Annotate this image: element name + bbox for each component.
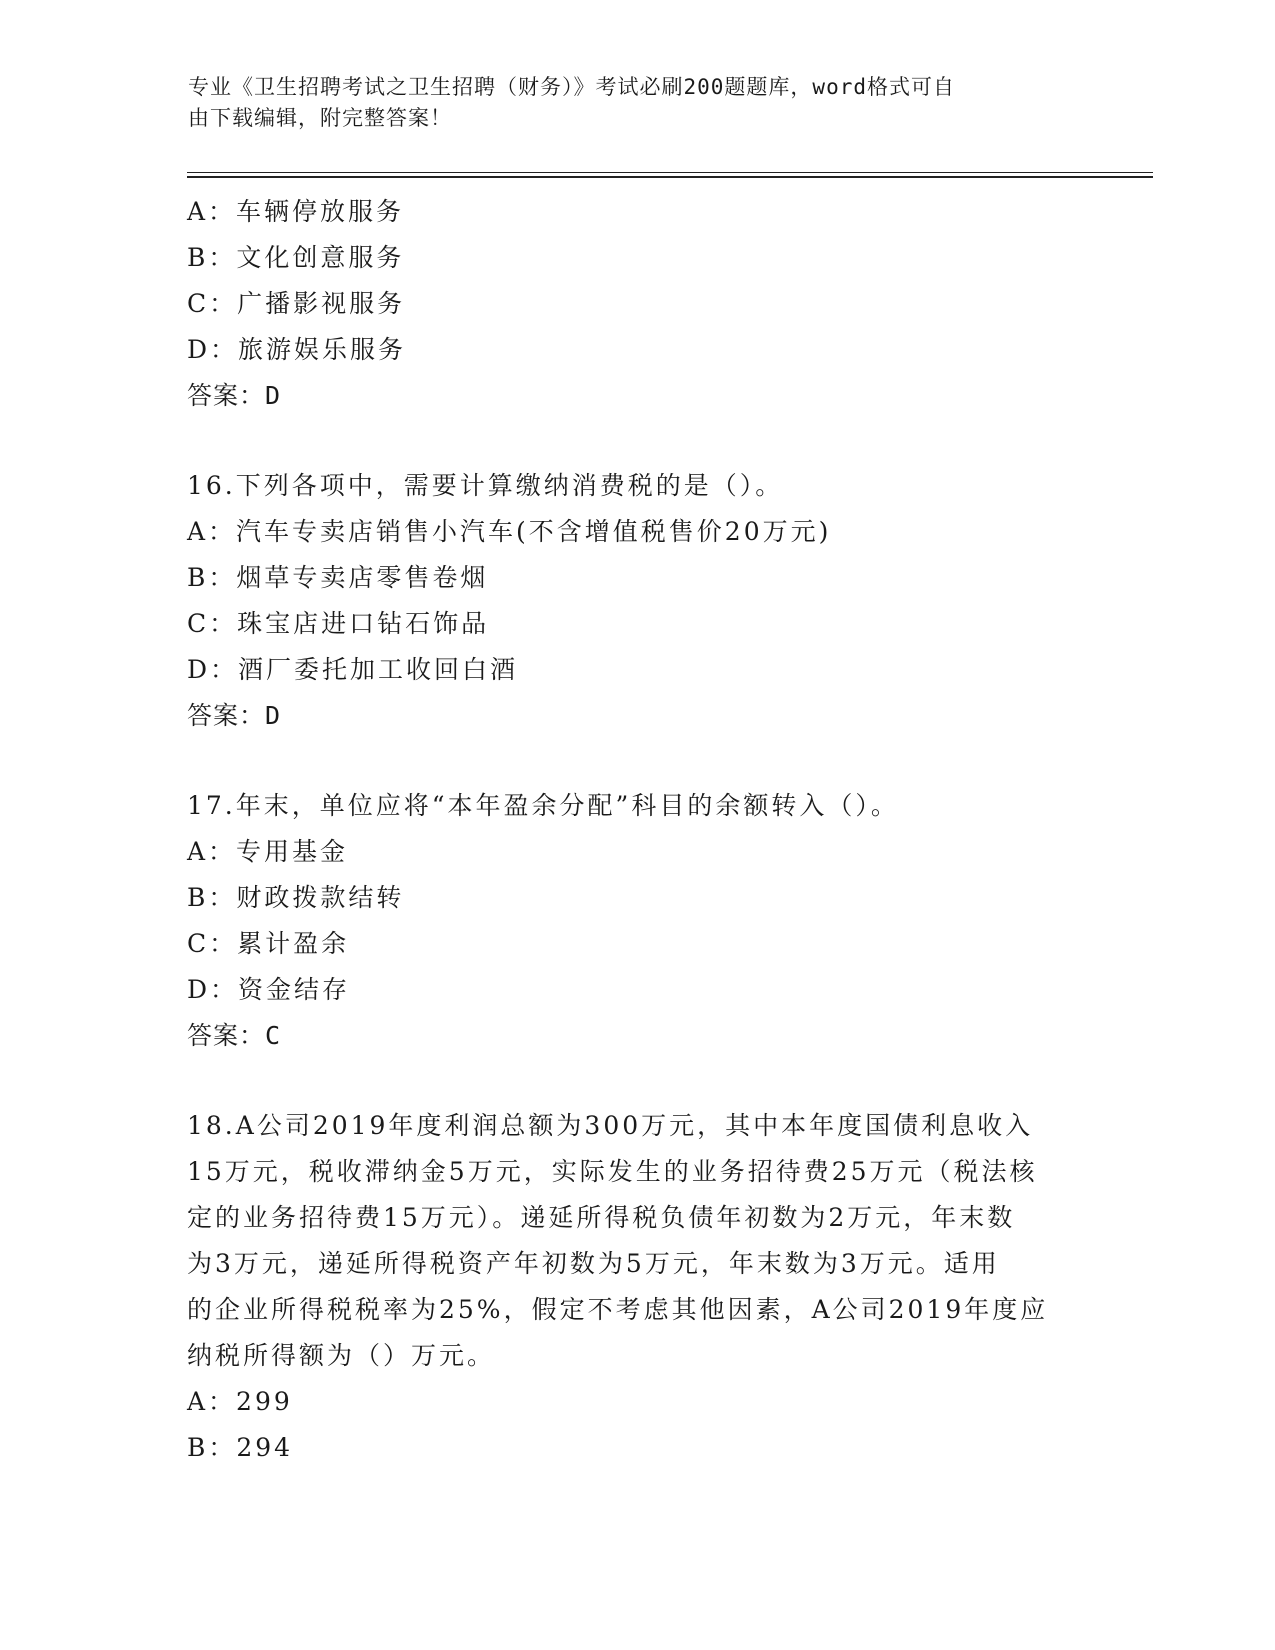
option-b: B：294 xyxy=(187,1433,294,1462)
header-divider-thin xyxy=(187,172,1153,173)
option-a: A：汽车专卖店销售小汽车(不含增值税售价20万元) xyxy=(187,517,832,546)
option-d: D：旅游娱乐服务 xyxy=(187,335,407,364)
question-stem: 16.下列各项中，需要计算缴纳消费税的是（）。 xyxy=(187,471,784,500)
question-17 xyxy=(187,783,1087,1059)
option-b: B：财政拨款结转 xyxy=(187,883,405,912)
option-c: C：累计盈余 xyxy=(187,929,350,958)
answer-value: C xyxy=(265,1021,282,1050)
option-c: C：广播影视服务 xyxy=(187,289,406,318)
document-header xyxy=(188,72,1068,134)
question-stem-line: 定的业务招待费15万元）。递延所得税负债年初数为2万元，年末数 xyxy=(187,1203,1016,1232)
question-stem-line: 15万元，税收滞纳金5万元，实际发生的业务招待费25万元（税法核 xyxy=(187,1157,1038,1186)
answer-label: 答案： xyxy=(187,381,266,410)
answer-line xyxy=(187,373,1087,419)
option-c: C：珠宝店进口钻石饰品 xyxy=(187,609,490,638)
question-stem-line: 纳税所得额为（）万元。 xyxy=(187,1341,496,1370)
header-line-2: 由下载编辑，附完整答案！ xyxy=(188,106,452,130)
question-list xyxy=(187,189,1087,1471)
header-line-1: 专业《卫生招聘考试之卫生招聘（财务）》考试必刷200题题库，word格式可自 xyxy=(188,75,955,99)
option-d: D：资金结存 xyxy=(187,975,351,1004)
option-b: B：烟草专卖店零售卷烟 xyxy=(187,563,489,592)
answer-line xyxy=(187,693,1087,739)
header-divider-thick xyxy=(187,176,1153,178)
question-16 xyxy=(187,463,1087,739)
question-18 xyxy=(187,1103,1087,1471)
option-d: D：酒厂委托加工收回白酒 xyxy=(187,655,519,684)
option-a: A：299 xyxy=(187,1387,293,1416)
question-stem-line: 的企业所得税税率为25%，假定不考虑其他因素，A公司2019年度应 xyxy=(187,1295,1049,1324)
answer-label: 答案： xyxy=(187,701,266,730)
option-a: A：专用基金 xyxy=(187,837,349,866)
question-stem-line: 为3万元，递延所得税资产年初数为5万元，年末数为3万元。适用 xyxy=(187,1249,1000,1278)
question-15 xyxy=(187,189,1087,419)
answer-value: D xyxy=(265,381,282,410)
option-b: B：文化创意服务 xyxy=(187,243,405,272)
answer-value: D xyxy=(265,701,282,730)
answer-line xyxy=(187,1013,1087,1059)
question-stem-line: 18.A公司2019年度利润总额为300万元，其中本年度国债利息收入 xyxy=(187,1111,1034,1140)
answer-label: 答案： xyxy=(187,1021,266,1050)
question-stem: 17.年末，单位应将“本年盈余分配”科目的余额转入（）。 xyxy=(187,791,899,820)
option-a: A：车辆停放服务 xyxy=(187,197,405,226)
